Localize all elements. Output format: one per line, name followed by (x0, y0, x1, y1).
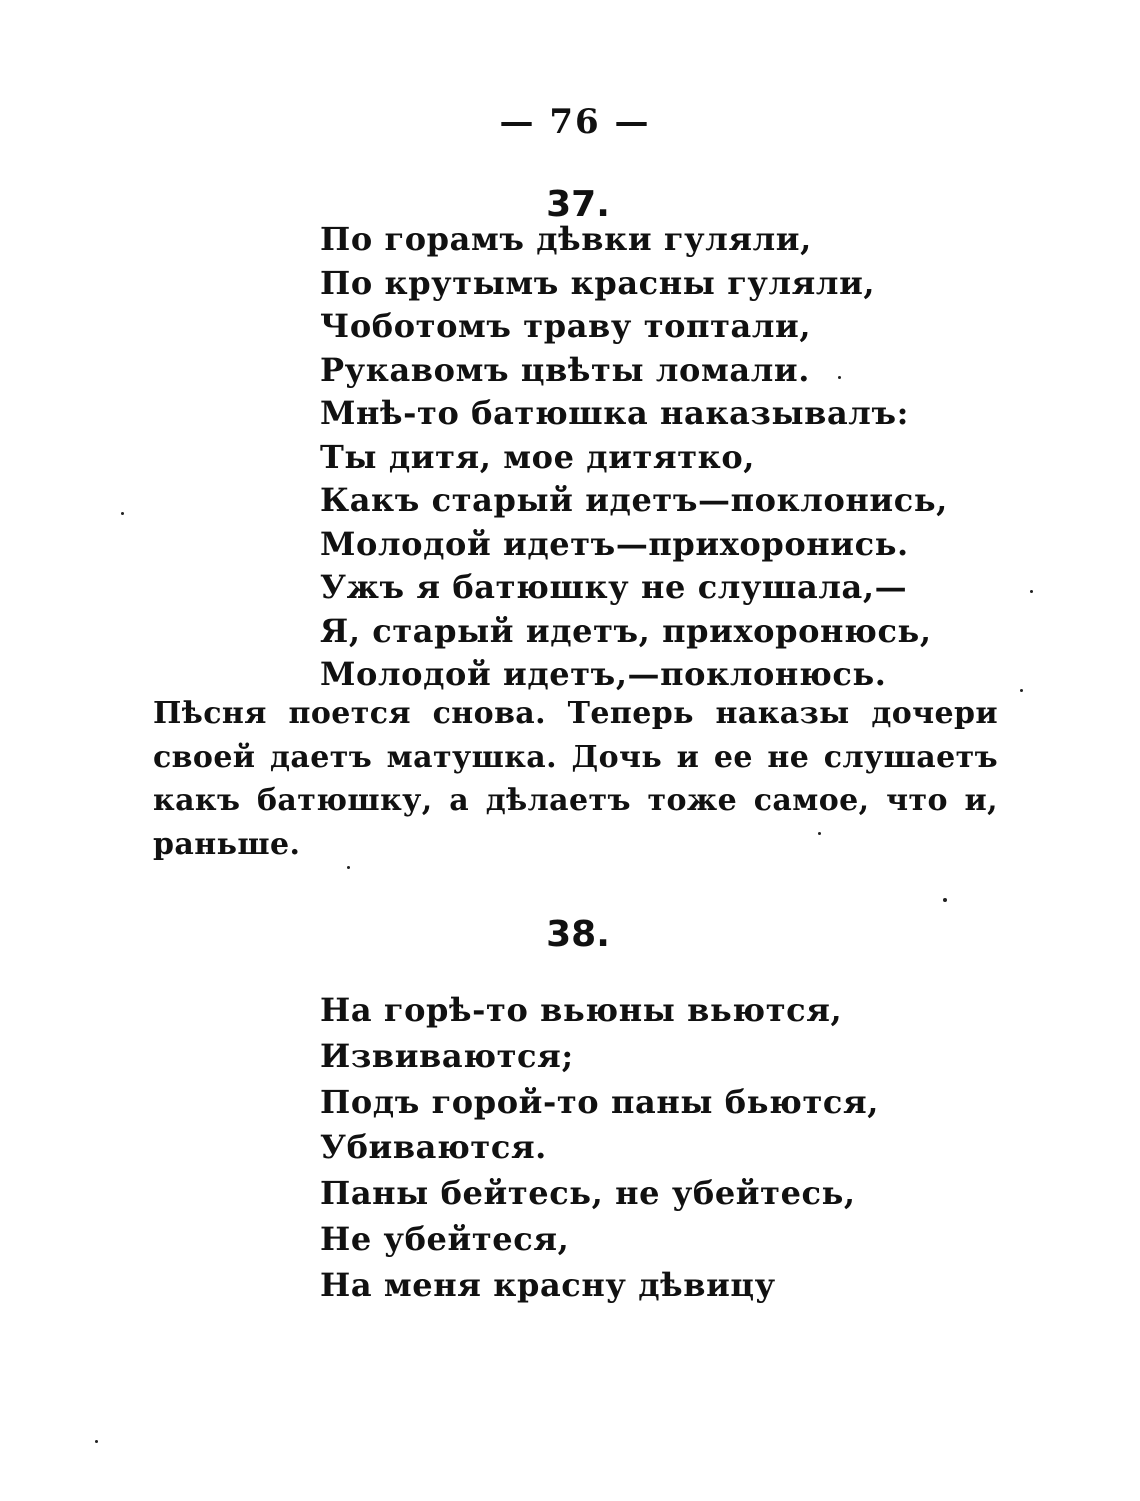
verse-line: Мнѣ-то батюшка наказывалъ: (320, 394, 910, 432)
scan-speck (95, 1440, 98, 1443)
verse-line: Ты дитя, мое дитятко, (320, 437, 756, 476)
scan-speck (347, 866, 350, 869)
verse-line: Паны бейтесь, не убейтесь, (320, 1174, 856, 1213)
scan-speck (1030, 590, 1033, 593)
verse-line: Извиваются; (320, 1036, 574, 1075)
page-number: — 76 — (499, 102, 651, 142)
song-37-verse (320, 218, 948, 697)
song-number-38: 38. (546, 914, 610, 955)
verse-line: Какъ старый идетъ—поклонись, (320, 481, 948, 519)
verse-line: Ужъ я батюшку не слушала,— (320, 568, 908, 606)
scan-speck (1020, 689, 1023, 692)
verse-line: По крутымъ красны гуляли, (320, 263, 876, 302)
verse-line: По горамъ дѣвки гуляли, (320, 220, 812, 258)
song-37-note: Пѣсня поется снова. Теперь наказы дочери своей даетъ матушка. Дочь и ее не слушаетъ какъ батюшку, а дѣлаетъ тоже самое, что и, раньше. (153, 696, 998, 862)
verse-line: Чоботомъ траву топтали, (320, 307, 812, 345)
scan-speck (838, 376, 841, 379)
scan-speck (943, 898, 947, 902)
song-number-37: 37. (546, 184, 610, 225)
verse-line: Я, старый идетъ, прихоронюсь, (320, 611, 932, 650)
verse-line: На меня красну дѣвицу (320, 1265, 776, 1304)
song-38-verse (320, 988, 879, 1309)
verse-line: Убиваются. (320, 1128, 547, 1167)
verse-line: Молодой идетъ—прихоронись. (320, 524, 909, 563)
verse-line: Рукавомъ цвѣты ломали. (320, 350, 810, 389)
scan-speck (121, 512, 124, 515)
verse-line: Не убейтеся, (320, 1219, 570, 1258)
verse-line: Молодой идетъ,—поклонюсь. (320, 655, 887, 693)
scan-speck (818, 832, 821, 835)
verse-line: Подъ горой-то паны бьются, (320, 1082, 879, 1121)
verse-line: На горѣ-то вьюны вьются, (320, 991, 843, 1029)
